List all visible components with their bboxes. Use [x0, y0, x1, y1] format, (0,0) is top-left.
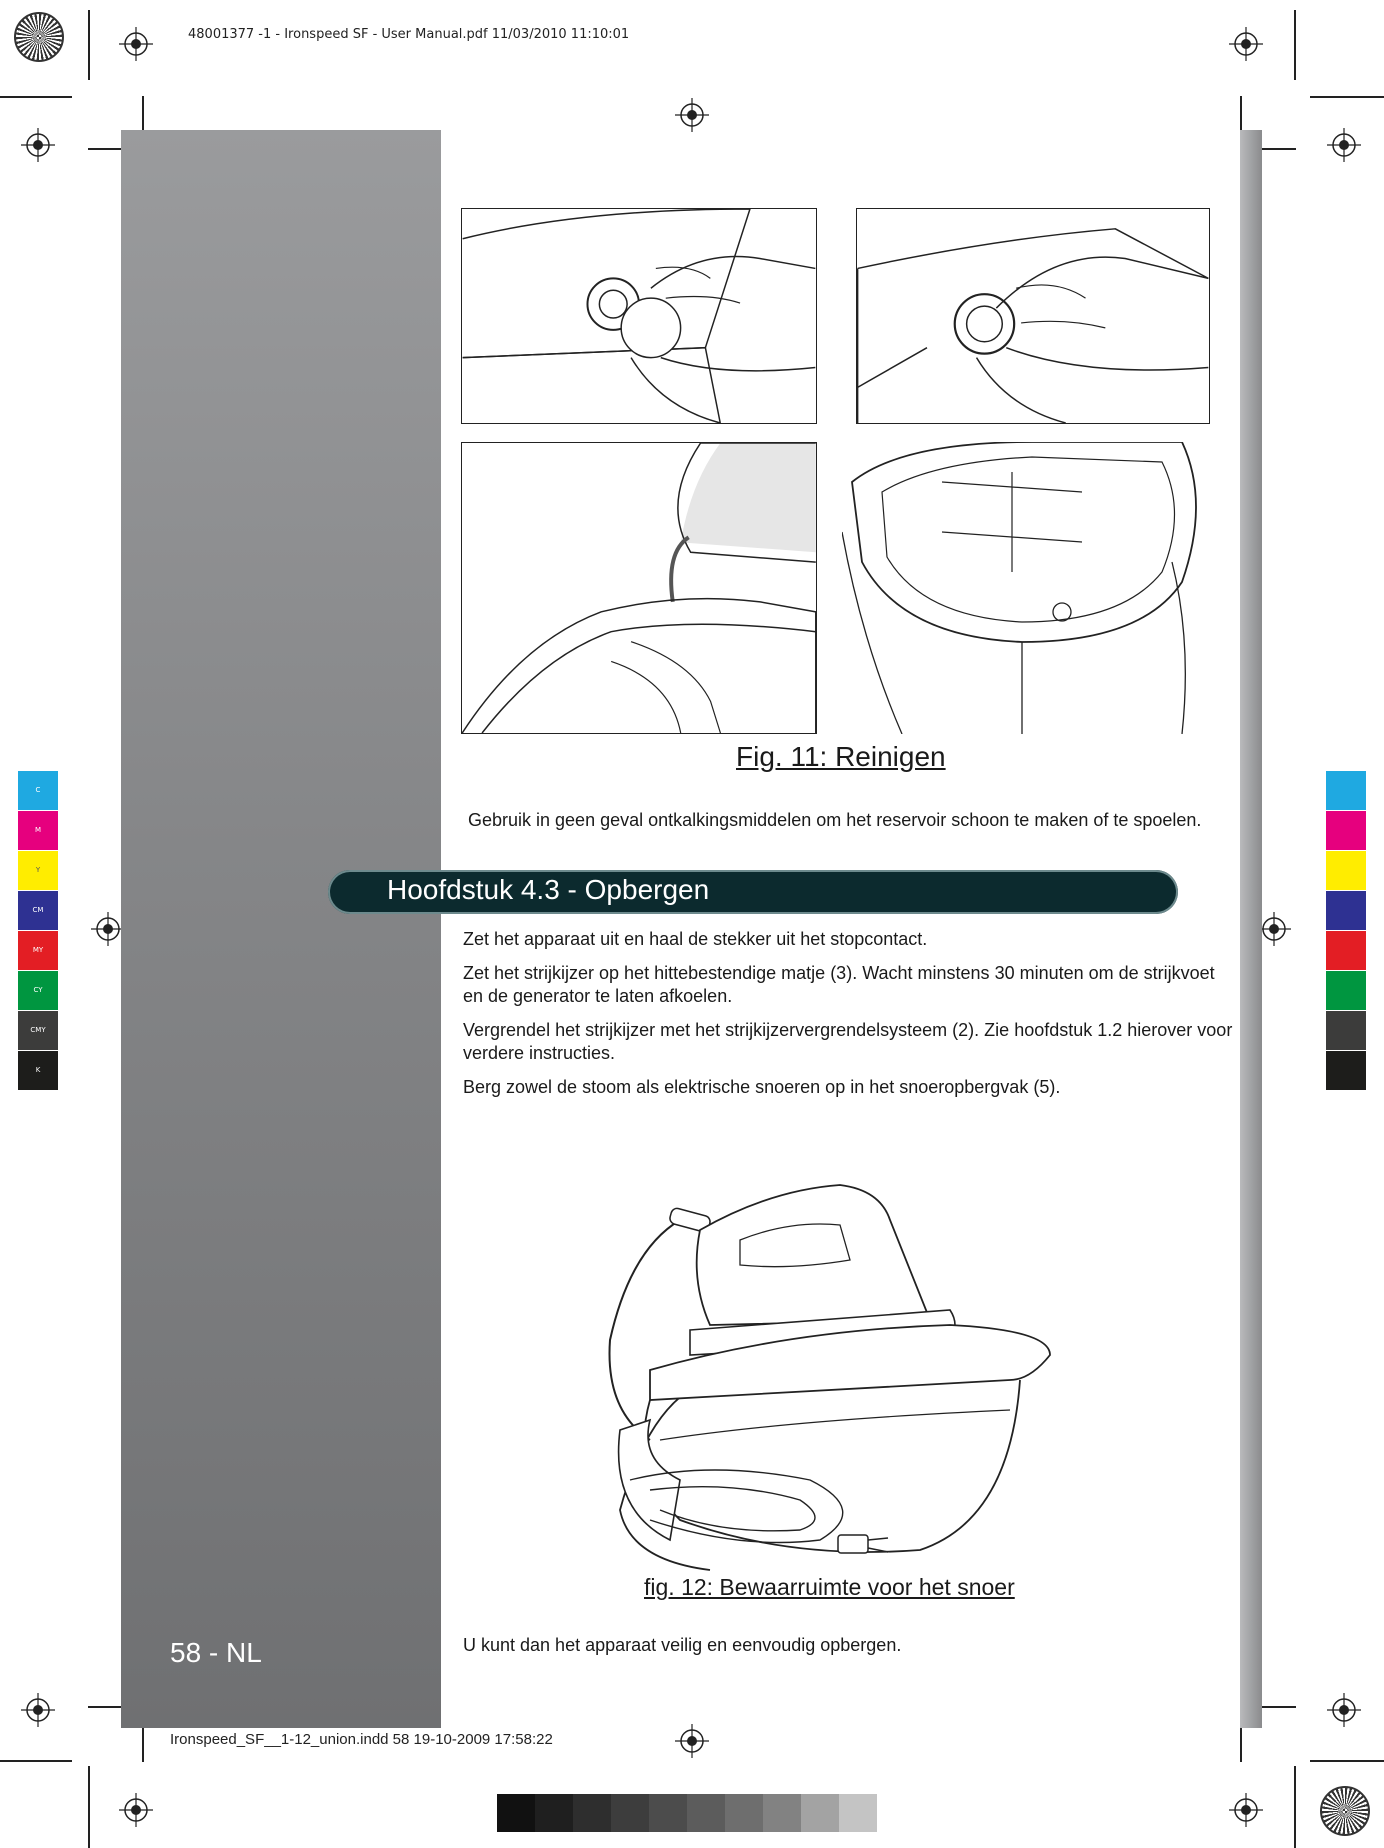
- crop-mark: [88, 148, 122, 150]
- gray-scale-strip: [497, 1794, 877, 1832]
- crop-mark: [88, 1766, 90, 1848]
- color-bar-right: [1326, 771, 1366, 1091]
- gray-swatch: [497, 1794, 535, 1832]
- gray-swatch: [801, 1794, 839, 1832]
- color-swatch: CMY: [18, 1011, 58, 1051]
- registration-target-icon: [675, 1724, 709, 1758]
- crop-mark: [1310, 96, 1384, 98]
- color-swatch: [1326, 971, 1366, 1011]
- color-swatch: M: [18, 811, 58, 851]
- instruction-paragraph: Vergrendel het strijkijzer met het strijkijzervergrendelsysteem (2). Zie hoofdstuk 1.2 hierover voor verdere instructies.: [463, 1020, 1233, 1063]
- crop-mark: [1262, 1706, 1296, 1708]
- crop-mark: [1310, 1760, 1384, 1762]
- registration-target-icon: [119, 1793, 153, 1827]
- gray-swatch: [611, 1794, 649, 1832]
- color-swatch: C: [18, 771, 58, 811]
- storage-closing-text: U kunt dan het apparaat veilig en eenvoudig opbergen.: [463, 1635, 902, 1655]
- left-gray-panel: [121, 130, 441, 1728]
- color-swatch: MY: [18, 931, 58, 971]
- figure-11-caption: Fig. 11: Reinigen: [736, 741, 946, 772]
- fig11-panel-top-left: [461, 208, 817, 424]
- chapter-title: Hoofdstuk 4.3 - Opbergen: [387, 874, 710, 905]
- crop-mark: [1240, 96, 1242, 130]
- fig11-panel-top-right: [856, 208, 1210, 424]
- color-swatch: [1326, 891, 1366, 931]
- soleplate-cleaning-illustration: [842, 442, 1210, 734]
- registration-target-icon: [1229, 1793, 1263, 1827]
- crop-mark: [0, 96, 72, 98]
- gray-swatch: [649, 1794, 687, 1832]
- fig11-panel-bottom-left: [461, 442, 817, 734]
- color-swatch: Y: [18, 851, 58, 891]
- gray-swatch: [573, 1794, 611, 1832]
- crop-mark: [142, 96, 144, 130]
- crop-mark: [88, 10, 90, 80]
- registration-target-icon: [21, 128, 55, 162]
- steam-generator-cord-storage-illustration: [590, 1180, 1060, 1580]
- registration-target-icon: [675, 98, 709, 132]
- crop-mark: [1294, 1766, 1296, 1848]
- descaling-cap-hand-illustration: [462, 209, 816, 423]
- crop-mark: [0, 1760, 72, 1762]
- gray-swatch: [687, 1794, 725, 1832]
- crop-mark: [142, 1728, 144, 1762]
- registration-target-icon: [21, 1693, 55, 1727]
- print-footer: Ironspeed_SF__1-12_union.indd 58 19-10-2009 17:58:22: [170, 1731, 553, 1748]
- crop-mark: [1262, 148, 1296, 150]
- figure-12: [590, 1180, 1060, 1580]
- color-swatch: [1326, 851, 1366, 891]
- color-swatch: [1326, 811, 1366, 851]
- gray-swatch: [763, 1794, 801, 1832]
- registration-target-icon: [91, 912, 125, 946]
- instruction-paragraph: Zet het strijkijzer op het hittebestendige matje (3). Wacht minstens 30 minuten om de strijkvoet en de generator te laten afkoelen.: [463, 963, 1215, 1006]
- gray-swatch: [839, 1794, 877, 1832]
- page-number: 58 - NL: [170, 1637, 262, 1668]
- registration-rosette-icon: [1320, 1786, 1370, 1836]
- color-swatch: [1326, 1051, 1366, 1091]
- registration-target-icon: [1327, 128, 1361, 162]
- cap-closing-hand-illustration: [857, 209, 1209, 423]
- color-swatch: [1326, 1011, 1366, 1051]
- right-gray-strip: [1240, 130, 1262, 1728]
- instruction-paragraph: Berg zowel de stoom als elektrische snoeren op in het snoeropbergvak (5).: [463, 1077, 1061, 1097]
- gray-swatch: [725, 1794, 763, 1832]
- pouring-water-illustration: [462, 443, 816, 733]
- registration-target-icon: [119, 27, 153, 61]
- crop-mark: [88, 1706, 122, 1708]
- color-swatch: K: [18, 1051, 58, 1091]
- crop-mark: [1294, 10, 1296, 80]
- color-swatch: CY: [18, 971, 58, 1011]
- registration-rosette-icon: [14, 12, 64, 62]
- color-swatch: CM: [18, 891, 58, 931]
- registration-target-icon: [1257, 912, 1291, 946]
- gray-swatch: [535, 1794, 573, 1832]
- registration-target-icon: [1327, 1693, 1361, 1727]
- print-header: 48001377 -1 - Ironspeed SF - User Manual.pdf 11/03/2010 11:10:01: [188, 27, 630, 42]
- color-swatch: [1326, 931, 1366, 971]
- instruction-paragraph: Zet het apparaat uit en haal de stekker uit het stopcontact.: [463, 929, 928, 949]
- registration-target-icon: [1229, 27, 1263, 61]
- fig11-panel-bottom-right: [842, 442, 1210, 734]
- color-bar-left: [18, 771, 58, 1091]
- figure-12-caption: fig. 12: Bewaarruimte voor het snoer: [644, 1574, 1015, 1600]
- cleaning-warning-text: Gebruik in geen geval ontkalkingsmiddelen om het reservoir schoon te maken of te spoelen.: [468, 810, 1202, 830]
- crop-mark: [1240, 1728, 1242, 1762]
- color-swatch: [1326, 771, 1366, 811]
